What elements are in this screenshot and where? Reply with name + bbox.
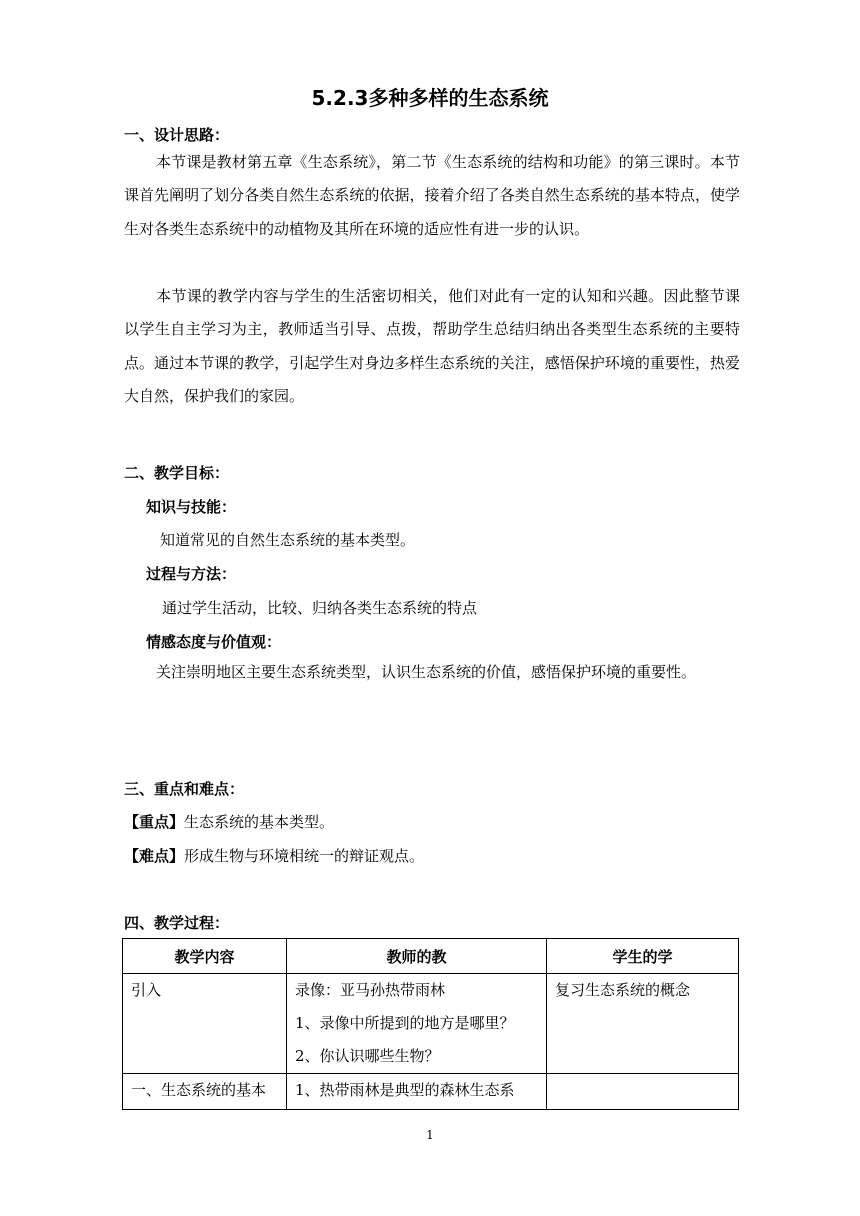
section1-paragraph-1: 本节课是教材第五章《生态系统》，第二节《生态系统的结构和功能》的第三课时。本节课首先阐明了划分各类自然生态系统的依据，接着介绍了各类自然生态系统的基本特点，使学生对各类生态系统中的动植物及其所在环境的适应性有进一步的认识。 — [124, 153, 740, 238]
section3-heading: 三、重点和难点： — [124, 780, 245, 798]
difficulty-point-label: 【难点】 — [124, 847, 185, 865]
cell-text: 一、生态系统的基本 — [131, 1081, 267, 1099]
cell-student — [547, 1074, 739, 1110]
key-point — [124, 811, 334, 833]
emotion-text: 关注崇明地区主要生态系统类型，认识生态系统的价值，感悟保护环境的重要性。 — [156, 663, 697, 681]
knowledge-text: 知道常见的自然生态系统的基本类型。 — [160, 531, 416, 549]
header-content: 教学内容 — [123, 939, 287, 974]
key-point-label: 【重点】 — [124, 813, 185, 831]
cell-content — [123, 1074, 287, 1110]
header-teacher: 教师的教 — [287, 939, 547, 974]
difficulty-point-text: 形成生物与环境相统一的辩证观点。 — [184, 847, 425, 865]
section1-heading: 一、设计思路： — [124, 126, 230, 144]
table-header-row — [123, 939, 739, 974]
table-row — [123, 1074, 739, 1110]
table-row — [123, 974, 739, 1074]
cell-content — [123, 974, 287, 1074]
process-label: 过程与方法： — [146, 565, 237, 583]
cell-text: 复习生态系统的概念 — [555, 981, 691, 999]
cell-text: 录像：亚马孙热带雨林 — [295, 981, 446, 999]
emotion-label: 情感态度与价值观： — [146, 633, 282, 651]
cell-text: 1、热带雨林是典型的森林生态系 — [295, 1081, 515, 1099]
process-text: 通过学生活动，比较、归纳各类生态系统的特点 — [162, 599, 478, 617]
page-number: 1 — [426, 1128, 434, 1142]
cell-teacher — [287, 974, 547, 1074]
knowledge-label: 知识与技能： — [146, 498, 237, 516]
cell-text: 引入 — [131, 981, 162, 999]
section1-paragraph-2: 本节课的教学内容与学生的生活密切相关，他们对此有一定的认知和兴趣。因此整节课以学生自主学习为主，教师适当引导、点拨，帮助学生总结归纳出各类型生态系统的主要特点。通过本节课的教学，引起学生对身边多样生态系统的关注，感悟保护环境的重要性，热爱大自然，保护我们的家园。 — [124, 287, 740, 405]
document-title: 5.2.3多种多样的生态系统 — [311, 86, 549, 110]
cell-student — [547, 974, 739, 1074]
section4-heading: 四、教学过程： — [124, 914, 230, 932]
teaching-process-table — [122, 938, 739, 1110]
key-point-text: 生态系统的基本类型。 — [184, 813, 335, 831]
cell-text: 1、录像中所提到的地方是哪里？ — [295, 1014, 515, 1032]
cell-teacher — [287, 1074, 547, 1110]
difficulty-point — [124, 845, 424, 867]
cell-text: 2、你认识哪些生物？ — [295, 1047, 440, 1065]
section2-heading: 二、教学目标： — [124, 464, 230, 482]
header-student: 学生的学 — [547, 939, 739, 974]
